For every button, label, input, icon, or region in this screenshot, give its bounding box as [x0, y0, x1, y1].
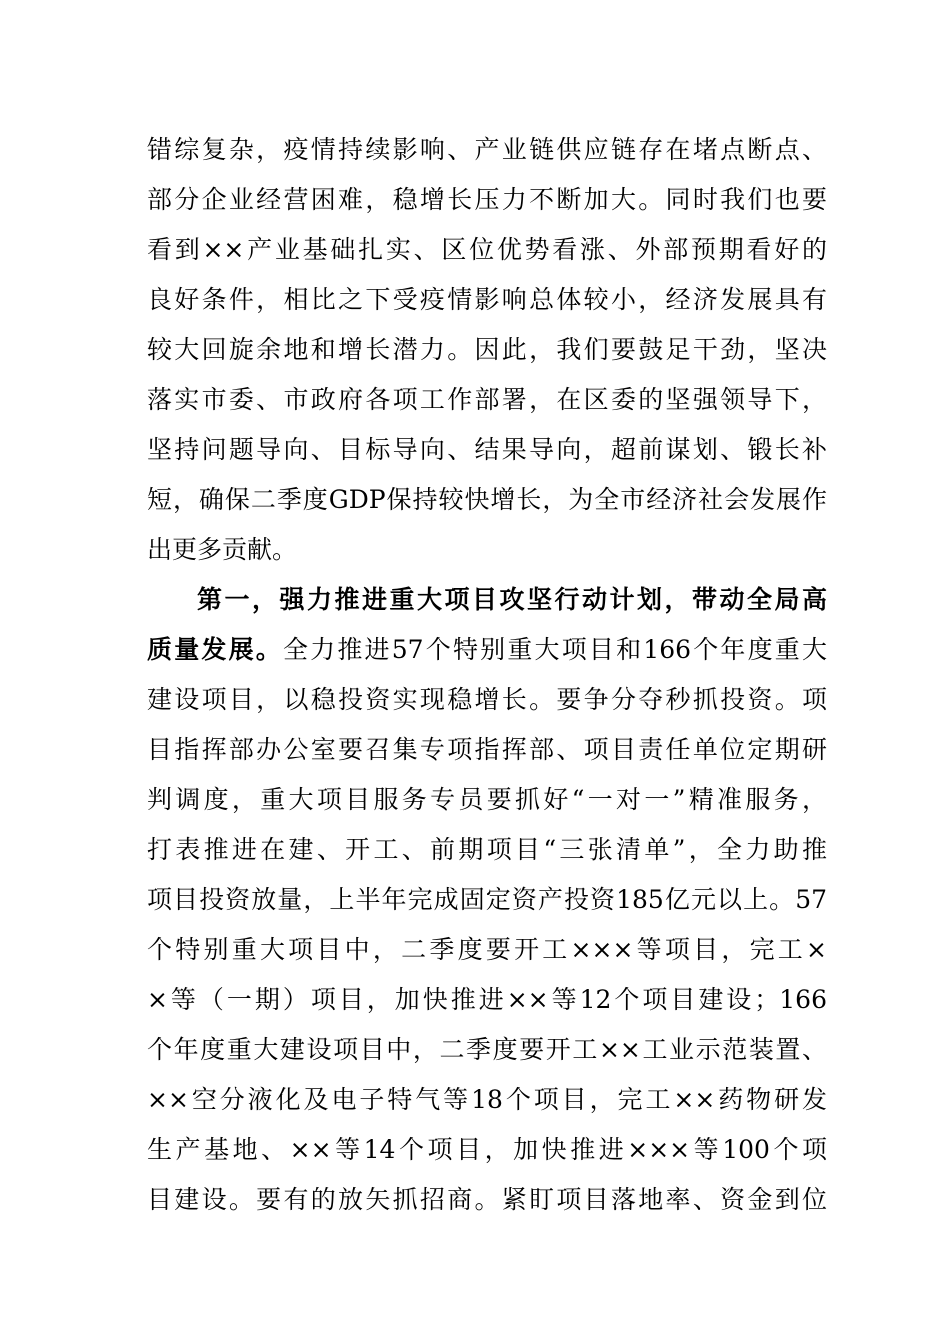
paragraph-context: [147, 125, 827, 575]
text-line: 坚持问题导向、目标导向、结果导向，超前谋划、锻长补: [147, 435, 827, 464]
text-line: 出更多贡献。: [147, 535, 298, 564]
text-line: 目指挥部办公室要召集专项指挥部、项目责任单位定期研: [147, 735, 827, 764]
text-line: 建设项目，以稳投资实现稳增长。要争分夺秒抓投资。项: [147, 685, 827, 714]
paragraph-major-projects: [147, 575, 827, 1225]
text-line: ××空分液化及电子特气等18个项目，完工××药物研发: [147, 1085, 827, 1114]
text-line: 判调度，重大项目服务专员要抓好“一对一”精准服务，: [147, 785, 827, 814]
text-line: 落实市委、市政府各项工作部署，在区委的坚强领导下，: [147, 385, 827, 414]
text-line: 生产基地、××等14个项目，加快推进×××等100个项: [147, 1135, 827, 1164]
text-line: 个特别重大项目中，二季度要开工×××等项目，完工×: [147, 935, 827, 964]
text-line: 看到××产业基础扎实、区位优势看涨、外部预期看好的: [147, 235, 827, 264]
text-line: ×等（一期）项目，加快推进××等12个项目建设；166: [147, 985, 827, 1014]
text-line: 错综复杂，疫情持续影响、产业链供应链存在堵点断点、: [147, 135, 827, 164]
text-run: 全力推进57个特别重大项目和166个年度重大: [282, 635, 827, 664]
text-line: [147, 625, 827, 675]
section-heading-end: 质量发展。: [147, 635, 283, 664]
text-line: 项目投资放量，上半年完成固定资产投资185亿元以上。57: [147, 885, 827, 914]
text-line: 较大回旋余地和增长潜力。因此，我们要鼓足干劲，坚决: [147, 335, 827, 364]
text-line: 打表推进在建、开工、前期项目“三张清单”，全力助推: [147, 835, 827, 864]
text-line: 短，确保二季度GDP保持较快增长，为全市经济社会发展作: [147, 485, 827, 514]
text-line: 良好条件，相比之下受疫情影响总体较小，经济发展具有: [147, 285, 827, 314]
section-heading: 第一，强力推进重大项目攻坚行动计划，带动全局高: [197, 585, 827, 614]
text-line: 个年度重大建设项目中，二季度要开工××工业示范装置、: [147, 1035, 827, 1064]
text-line: 部分企业经营困难，稳增长压力不断加大。同时我们也要: [147, 185, 827, 214]
text-line: 目建设。要有的放矢抓招商。紧盯项目落地率、资金到位: [147, 1185, 827, 1214]
document-body: [147, 125, 827, 1225]
